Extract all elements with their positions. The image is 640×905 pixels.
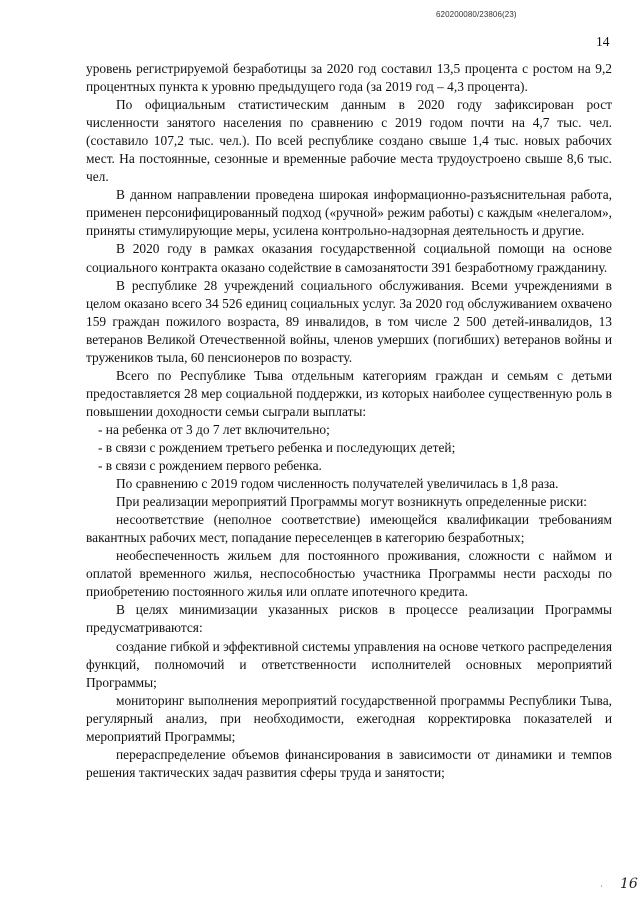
list-item-payment-child-3-7: - на ребенка от 3 до 7 лет включительно; (98, 421, 330, 437)
paragraph-mitigation-management: создание гибкой и эффективной системы управления на основе четкого распределения функций, полномочий и ответственности исполнителей основных мероприятий Программы; (86, 638, 612, 690)
paragraph-recipients-growth: По сравнению с 2019 годом численность получателей увеличилась в 1,8 раза. (116, 476, 559, 492)
paragraph-risk-qualification: несоответствие (неполное соответствие) имеющейся квалификации требованиям вакантных рабочих мест, попадание переселенцев в категорию безработных; (86, 512, 612, 546)
paragraph-mitigation-funding: перераспределение объемов финансирования в зависимости от динамики и темпов решения тактических задач развития сферы труда и занятости; (86, 746, 612, 780)
document-code: 620200080/23806(23) (436, 10, 517, 19)
paragraph-risks-intro: При реализации мероприятий Программы могут возникнуть определенные риски: (116, 494, 587, 510)
paragraph-risk-housing: необеспеченность жильем для постоянного проживания, сложности с наймом и оплатой временного жилья, неспособностью участника Программы нести расходы по приобретению постоянного жилья или оплате ипотечного кредита. (86, 548, 612, 600)
paragraph-mitigation-monitoring: мониторинг выполнения мероприятий государственной программы Республики Тыва, регулярный анализ, при необходимости, ежегодная корректировка показателей и мероприятий Программы; (86, 692, 612, 744)
corner-tick-mark: ˙ (600, 884, 603, 894)
paragraph-unemployment-level: уровень регистрируемой безработицы за 2020 год составил 13,5 процента с ростом на 9,2 процентных пункта к уровню предыдущего года (за 2019 год – 4,3 процента). (86, 61, 612, 95)
list-item-payment-third-child: - в связи с рождением третьего ребенка и последующих детей; (98, 439, 456, 455)
list-item-payment-first-child: - в связи с рождением первого ребенка. (98, 458, 322, 474)
paragraph-support-measures: Всего по Республике Тыва отдельным категориям граждан и семьям с детьми предоставляется 28 мер социальной поддержки, из которых наиболее существенную роль в повышении доходности семьи сыграли выплаты: (86, 367, 612, 419)
paragraph-employment-statistics: По официальным статистическим данным в 2020 году зафиксирован рост численности занятого населения по сравнению с 2019 годом почти на 4,7 тыс. чел. (составило 107,2 тыс. чел.). По всей республике создано свыше 1,4 тыс. новых рабочих мест. На постоянные, сезонные и временные рабочие места трудоустроено свыше 8,6 тыс. чел. (86, 97, 612, 185)
paragraph-social-services: В республике 28 учреждений социального обслуживания. Всеми учреждениями в целом оказано всего 34 526 единиц социальных услуг. За 2020 год обслуживанием охвачено 159 граждан пожилого возраста, 89 инвалидов, в том числе 2 500 детей-инвалидов, 13 ветеранов Великой Отечественной войны, членов умерших (погибших) ветеранов войны и тружеников тыла, 60 пенсионеров по возрасту. (86, 277, 612, 365)
page-number: 14 (596, 34, 610, 49)
paragraph-risk-mitigation-intro: В целях минимизации указанных рисков в процессе реализации Программы предусматриваются: (86, 602, 612, 636)
paragraph-social-contract: В 2020 году в рамках оказания государственной социальной помощи на основе социального контракта оказано содействие в самозанятости 391 безработному гражданину. (86, 241, 612, 275)
paragraph-outreach-work: В данном направлении проведена широкая информационно-разъяснительная работа, применен персонифицированный подход («ручной» режим работы) с каждым «нелегалом», приняты стимулирующие меры, усилена контрольно-надзорная деятельность и другие. (86, 187, 612, 239)
handwritten-page-mark: 16 (620, 876, 638, 892)
document-body (86, 60, 612, 782)
